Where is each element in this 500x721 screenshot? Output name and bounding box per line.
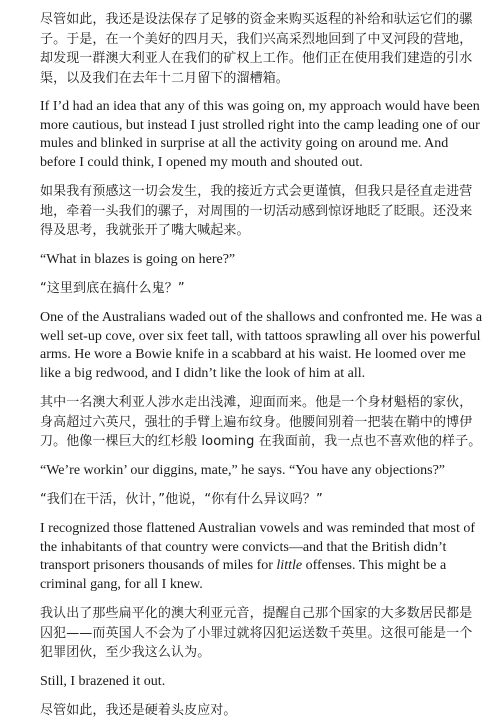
paragraph-en-1: If I’d had an idea that any of this was going on, my approach would have been more cautious, but instead I just strolled right into the camp leading one of our mules and blinked in surprise at all the activity going on around me. And before I could think, I opened my mouth and shouted out. [40, 99, 480, 170]
emphasis-text: little [276, 558, 303, 574]
paragraph-zh-7: 尽管如此，我还是硬着头皮应对。 [40, 703, 237, 719]
paragraph-zh-4: 其中一名澳大利亚人涉水走出浅滩，迎面而来。他是一个身材魁梧的家伙，身高超过六英尺，强壮的手臂上遍布纹身。他腰间别着一把装在鞘中的博伊刀。他像一棵巨大的红杉般 looming 在我面前，我一点也不喜欢他的样子。 [40, 395, 482, 450]
paragraph-zh-1: 尽管如此，我还是设法保存了足够的资金来购买返程的补给和驮运它们的骡子。于是，在一个美好的四月天，我们兴高采烈地回到了中叉河段的营地，却发现一群澳大利亚人在我们的矿权上工作。他们正在使用我们建造的引水渠，以及我们在去年十二月留下的溜槽箱。 [40, 12, 473, 86]
paragraph-zh-2: 如果我有预感这一切会发生，我的接近方式会更谨慎，但我只是径直走进营地，牵着一头我们的骡子，对周围的一切活动感到惊讶地眨了眨眼。还没来得及思考，我就张开了嘴大喊起来。 [40, 184, 473, 239]
paragraph-en-4: “We’re workin’ our diggins, mate,” he says. “You have any objections?” [40, 462, 446, 478]
paragraph-en-6: Still, I brazened it out. [40, 673, 166, 689]
paragraph-zh-5: “我们在干活，伙计，”他说，“你有什么异议吗？” [40, 492, 323, 508]
paragraph-zh-6: 我认出了那些扁平化的澳大利亚元音，提醒自己那个国家的大多数居民都是囚犯——而英国人不会为了小罪过就将囚犯运送数千英里。这很可能是一个犯罪团伙，至少我这么认为。 [40, 606, 473, 661]
paragraph-en-5: I recognized those flattened Australian vowels and was reminded that most of the inhabitants of that country were convicts—and that the British didn’t transport prisoners thousands of miles for little offenses. This might be a criminal gang, for all I knew. [40, 520, 476, 592]
paragraph-en-2: “What in blazes is going on here?” [40, 251, 236, 267]
paragraph-zh-3: “这里到底在搞什么鬼？” [40, 281, 185, 297]
paragraph-en-3: One of the Australians waded out of the shallows and confronted me. He was a well set-up cove, over six feet tall, with tattoos sprawling all over his powerful arms. He wore a Bowie knife in a scabbard at his waist. He loomed over me like a big redwood, and I didn’t like the look of him at all. [40, 309, 483, 381]
